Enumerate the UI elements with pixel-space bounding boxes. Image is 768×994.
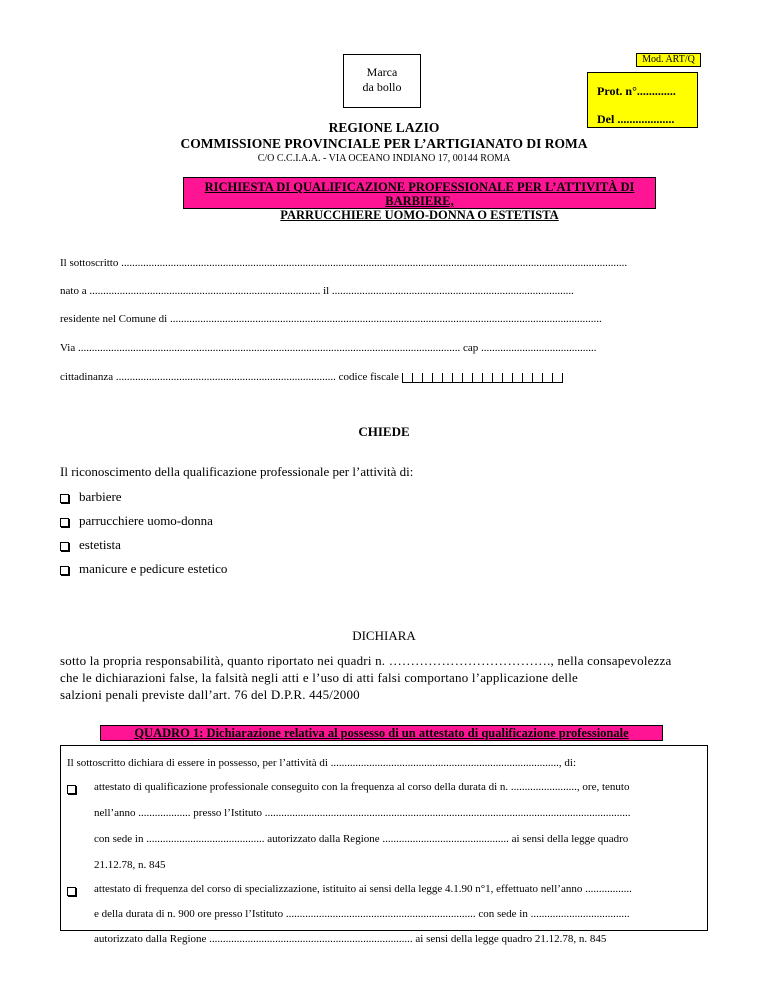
tax-code-box[interactable] [552,373,563,383]
commission-heading: COMMISSIONE PROVINCIALE PER L’ARTIGIANATO DI ROMA [180,136,588,151]
option-estetista[interactable] [60,537,121,553]
chiede-heading: CHIEDE [358,424,410,439]
checkbox[interactable] [60,566,69,575]
stamp-label-line2: da bollo [362,80,402,94]
chiede-intro: Il riconoscimento della qualificazione professionale per l’attività di: [60,464,414,479]
applicant-name-field[interactable]: Il sottoscritto ........................................................................................................................................................................................ [60,257,628,269]
option-label: barbiere [79,489,122,504]
tax-code-box[interactable] [422,373,432,383]
request-title-line2: PARRUCCHIERE UOMO-DONNA O ESTETISTA [280,208,559,222]
option-parrucchiere[interactable] [60,513,213,529]
tax-code-box[interactable] [412,373,422,383]
dichiara-line2: che le dichiarazioni false, la falsità negli atti e l’uso di atti falsi comportano l’applicazione delle [60,670,579,685]
checkbox-frequenza[interactable] [67,887,76,896]
q1-opt1-line4: 21.12.78, n. 845 [94,859,166,871]
tax-code-box[interactable] [452,373,462,383]
revenue-stamp-box [343,54,421,108]
dichiara-heading: DICHIARA [352,628,416,643]
citizenship-cf-row[interactable] [60,371,700,383]
commission-address: C/O C.C.I.A.A. - VIA OCEANO INDIANO 17, 00144 ROMA [257,153,511,164]
birth-place-date-field[interactable]: nato a .................................................................................... il ........................................................................................ [60,285,574,297]
option-label: estetista [79,537,121,552]
request-title [183,177,656,222]
dichiara-line3: salzioni penali previste dall’art. 76 del D.P.R. 445/2000 [60,687,360,702]
tax-code-box[interactable] [542,373,552,383]
q1-opt1-line2[interactable]: nell’anno ................... presso l’Istituto ..................................................................................................................................... [94,807,631,819]
quadro1-intro[interactable]: Il sottoscritto dichiara di essere in possesso, per l’attività di ..................................................................................., di: [67,757,576,769]
q1-opt2-line2[interactable]: e della durata di n. 900 ore presso l’Istituto ..................................................................... con sede in .................................... [94,908,630,920]
protocol-date-field[interactable]: Del ................... [597,112,675,126]
q1-opt2-line3[interactable]: autorizzato dalla Regione .......................................................................... ai sensi della legge quadro 21.12.78, n. 845 [94,933,607,945]
checkbox[interactable] [60,494,69,503]
option-label: parrucchiere uomo-donna [79,513,213,528]
tax-code-box[interactable] [462,373,472,383]
residence-field[interactable]: residente nel Comune di ............................................................................................................................................................. [60,313,602,325]
q1-opt1-line1[interactable]: attestato di qualificazione professionale conseguito con la frequenza al corso della durata di n. ........................, ore, tenuto [94,781,630,793]
checkbox[interactable] [60,542,69,551]
region-heading: REGIONE LAZIO [328,120,440,135]
q1-opt2-line1[interactable]: attestato di frequenza del corso di specializzazione, istituito ai sensi della legge 4.1.90 n°1, effettuato nell’anno ................. [94,883,632,895]
street-cap-field[interactable]: Via ........................................................................................................................................... cap .......................................... [60,342,597,354]
tax-code-box[interactable] [532,373,542,383]
tax-code-box[interactable] [522,373,532,383]
tax-code-box[interactable] [492,373,502,383]
tax-code-box[interactable] [502,373,512,383]
checkbox[interactable] [60,518,69,527]
stamp-label-line1: Marca [366,65,398,79]
option-label: manicure e pedicure estetico [79,561,228,576]
request-title-line1: RICHIESTA DI QUALIFICAZIONE PROFESSIONALE PER L’ATTIVITÀ DI BARBIERE, [204,180,635,208]
citizenship-field[interactable]: cittadinanza ................................................................................ codice fiscale [60,371,399,383]
dichiara-line1: sotto la propria responsabilità, quanto riportato nei quadri n. ………………………………., nella consapevolezza [60,653,672,668]
tax-code-box[interactable] [432,373,442,383]
form-code-badge: Mod. ART/Q [636,53,701,67]
tax-code-box[interactable] [442,373,452,383]
quadro1-title: QUADRO 1: Dichiarazione relativa al possesso di un attestato di qualificazione professionale [100,725,663,741]
q1-opt1-line3[interactable]: con sede in ........................................... autorizzato dalla Regione .............................................. ai sensi della legge quadro [94,833,629,845]
tax-code-boxes[interactable] [402,371,563,383]
protocol-number-field[interactable]: Prot. n°............. [597,84,676,98]
tax-code-box[interactable] [512,373,522,383]
tax-code-box[interactable] [402,373,412,383]
quadro1-box [60,745,708,945]
option-manicure[interactable] [60,561,227,577]
checkbox-attestato[interactable] [67,785,76,794]
tax-code-box[interactable] [472,373,482,383]
tax-code-box[interactable] [482,373,492,383]
option-barbiere[interactable] [60,489,122,505]
